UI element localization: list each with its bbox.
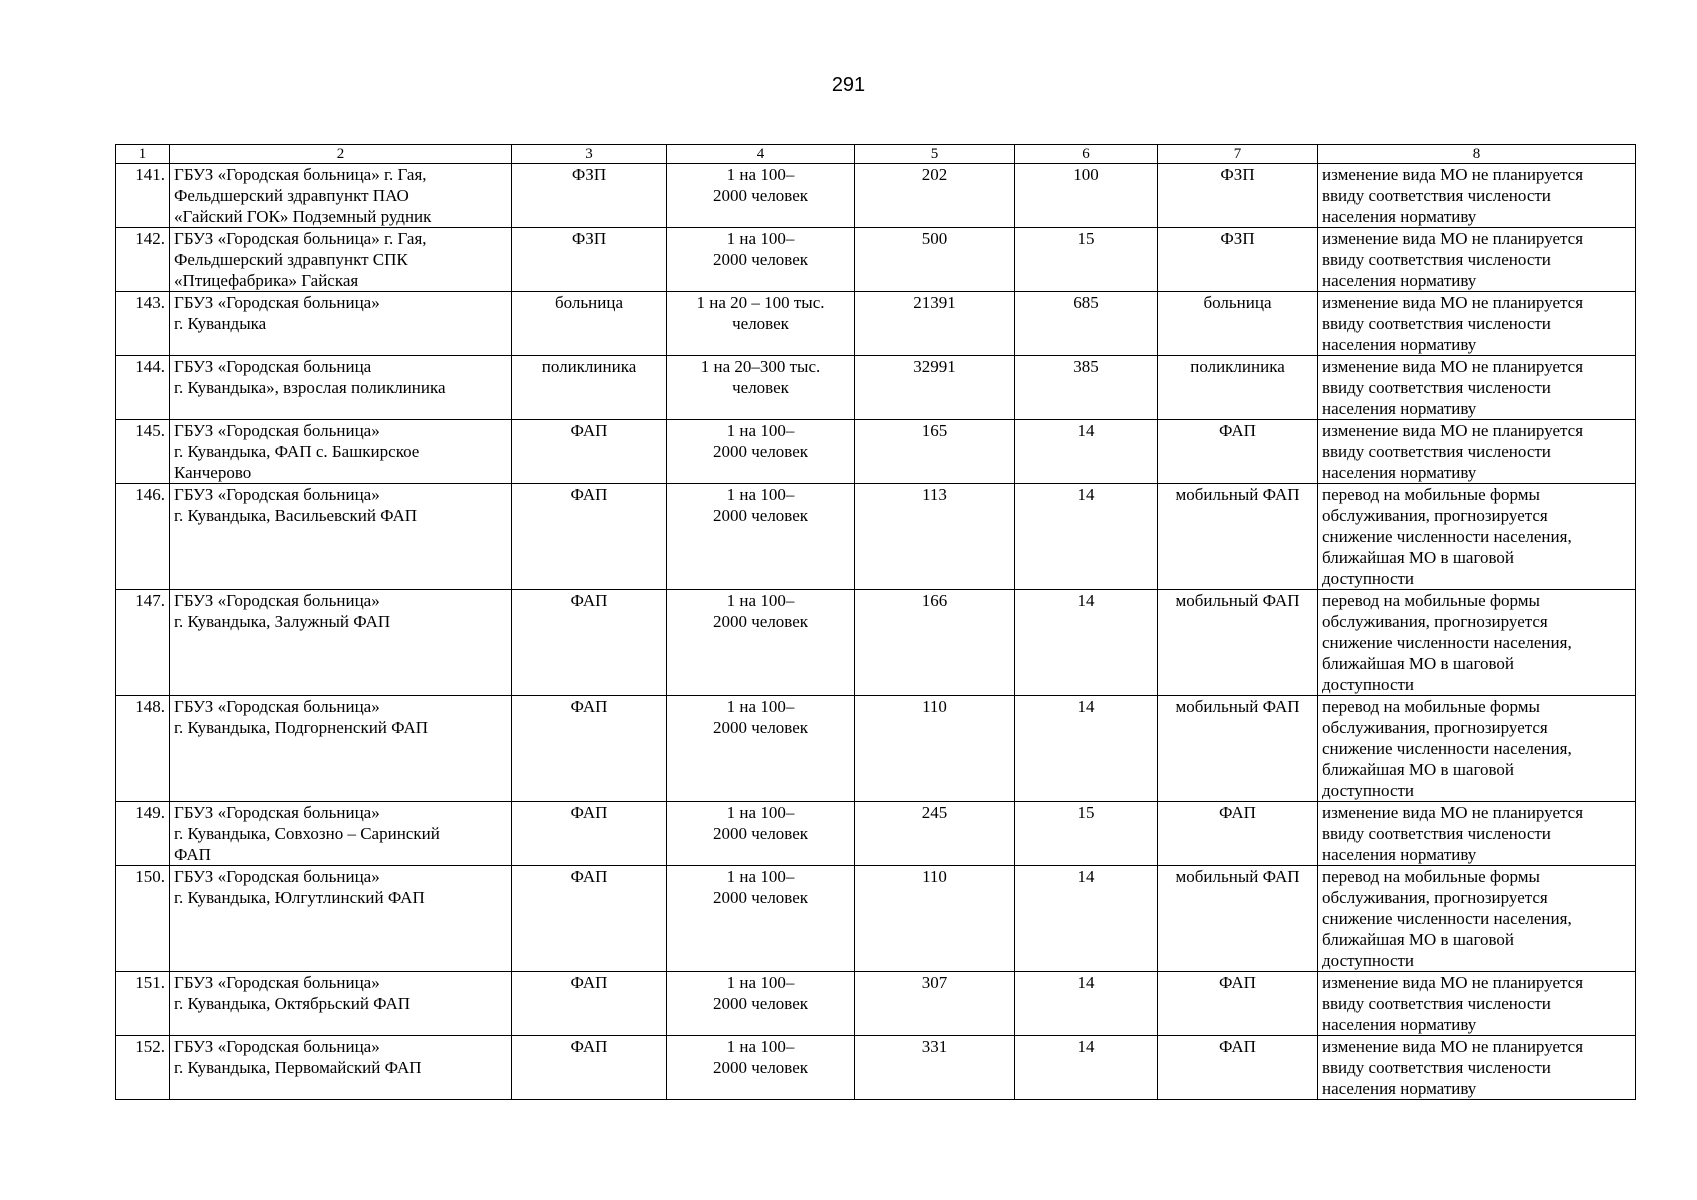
facility-name-line: г. Кувандыка, Васильевский ФАП (174, 506, 418, 525)
facility-name-line: ГБУЗ «Городская больница» г. Гая, (174, 165, 427, 184)
note-line: снижение численности населения, (1322, 633, 1572, 652)
distance-cell: 14 (1015, 696, 1158, 802)
note-line: перевод на мобильные формы (1322, 591, 1540, 610)
facility-name-cell (170, 164, 512, 228)
note-line: снижение численности населения, (1322, 909, 1572, 928)
planned-type-cell: мобильный ФАП (1158, 866, 1318, 972)
norm-line: 2000 человек (712, 994, 809, 1013)
facilities-table (115, 144, 1636, 1100)
table-body (116, 164, 1636, 1100)
note-line: изменение вида МО не планируется (1322, 421, 1584, 440)
facility-name-cell (170, 484, 512, 590)
note-line: изменение вида МО не планируется (1322, 229, 1584, 248)
note-line: ближайшая МО в шаговой (1322, 548, 1515, 567)
norm-cell (667, 164, 855, 228)
norm-cell (667, 356, 855, 420)
row-number-cell: 152. (116, 1036, 170, 1100)
distance-cell: 14 (1015, 420, 1158, 484)
note-line: доступности (1322, 675, 1415, 694)
facility-name-cell (170, 292, 512, 356)
facility-name-line: ГБУЗ «Городская больница» (174, 973, 380, 992)
facility-name-line: ГБУЗ «Городская больница» (174, 697, 380, 716)
planned-type-cell: больница (1158, 292, 1318, 356)
note-line: населения нормативу (1322, 335, 1477, 354)
norm-line: 2000 человек (712, 1058, 809, 1077)
note-line: изменение вида МО не планируется (1322, 357, 1584, 376)
facility-name-cell (170, 420, 512, 484)
table-row (116, 228, 1636, 292)
note-cell (1318, 1036, 1636, 1100)
planned-type-cell: мобильный ФАП (1158, 484, 1318, 590)
norm-cell (667, 420, 855, 484)
facility-type-cell: поликлиника (512, 356, 667, 420)
note-line: перевод на мобильные формы (1322, 485, 1540, 504)
distance-cell: 14 (1015, 866, 1158, 972)
norm-line: 2000 человек (712, 506, 809, 525)
norm-cell (667, 696, 855, 802)
facility-type-cell: ФАП (512, 1036, 667, 1100)
note-line: ввиду соответствия числености (1322, 442, 1551, 461)
facility-name-cell (170, 866, 512, 972)
note-cell (1318, 292, 1636, 356)
norm-line: 2000 человек (712, 186, 809, 205)
norm-line: 2000 человек (712, 442, 809, 461)
facility-type-cell: ФЗП (512, 164, 667, 228)
note-line: обслуживания, прогнозируется (1322, 718, 1548, 737)
population-cell: 166 (855, 590, 1015, 696)
facility-type-cell: ФАП (512, 802, 667, 866)
note-line: ввиду соответствия числености (1322, 1058, 1551, 1077)
facility-name-line: ГБУЗ «Городская больница (174, 357, 372, 376)
norm-line: 1 на 100– (726, 591, 795, 610)
population-cell: 307 (855, 972, 1015, 1036)
column-header: 3 (512, 145, 667, 164)
facility-name-cell (170, 590, 512, 696)
facility-name-cell (170, 1036, 512, 1100)
note-line: ближайшая МО в шаговой (1322, 654, 1515, 673)
planned-type-cell: ФАП (1158, 802, 1318, 866)
note-line: ближайшая МО в шаговой (1322, 930, 1515, 949)
note-line: обслуживания, прогнозируется (1322, 612, 1548, 631)
population-cell: 32991 (855, 356, 1015, 420)
facility-type-cell: ФАП (512, 866, 667, 972)
norm-line: 1 на 100– (726, 165, 795, 184)
planned-type-cell: мобильный ФАП (1158, 590, 1318, 696)
column-header: 5 (855, 145, 1015, 164)
population-cell: 202 (855, 164, 1015, 228)
note-line: ввиду соответствия числености (1322, 314, 1551, 333)
norm-line: 1 на 100– (726, 803, 795, 822)
population-cell: 113 (855, 484, 1015, 590)
column-header: 1 (116, 145, 170, 164)
norm-cell (667, 292, 855, 356)
row-number-cell: 146. (116, 484, 170, 590)
note-cell (1318, 164, 1636, 228)
norm-cell (667, 866, 855, 972)
facility-type-cell: ФАП (512, 696, 667, 802)
norm-line: 1 на 100– (726, 867, 795, 886)
note-line: перевод на мобильные формы (1322, 697, 1540, 716)
column-header: 7 (1158, 145, 1318, 164)
norm-line: 1 на 20 – 100 тыс. (696, 293, 825, 312)
facility-name-cell (170, 696, 512, 802)
planned-type-cell: мобильный ФАП (1158, 696, 1318, 802)
row-number-cell: 143. (116, 292, 170, 356)
facility-type-cell: ФАП (512, 420, 667, 484)
population-cell: 165 (855, 420, 1015, 484)
norm-line: человек (732, 378, 789, 397)
planned-type-cell: ФАП (1158, 1036, 1318, 1100)
row-number-cell: 151. (116, 972, 170, 1036)
norm-line: 1 на 100– (726, 485, 795, 504)
note-cell (1318, 356, 1636, 420)
note-line: ввиду соответствия числености (1322, 250, 1551, 269)
note-line: снижение численности населения, (1322, 527, 1572, 546)
norm-line: 2000 человек (712, 718, 809, 737)
note-cell (1318, 228, 1636, 292)
column-header: 2 (170, 145, 512, 164)
note-line: изменение вида МО не планируется (1322, 803, 1584, 822)
population-cell: 500 (855, 228, 1015, 292)
row-number-cell: 147. (116, 590, 170, 696)
distance-cell: 14 (1015, 972, 1158, 1036)
facility-name-line: ГБУЗ «Городская больница» (174, 293, 380, 312)
row-number-cell: 142. (116, 228, 170, 292)
table-row (116, 590, 1636, 696)
norm-line: человек (732, 314, 789, 333)
facility-name-line: г. Кувандыка, Юлгутлинский ФАП (174, 888, 425, 907)
note-line: ввиду соответствия числености (1322, 378, 1551, 397)
population-cell: 110 (855, 696, 1015, 802)
note-cell (1318, 802, 1636, 866)
facility-name-cell (170, 972, 512, 1036)
note-line: обслуживания, прогнозируется (1322, 506, 1548, 525)
note-line: населения нормативу (1322, 1079, 1477, 1098)
note-cell (1318, 420, 1636, 484)
norm-cell (667, 590, 855, 696)
row-number-cell: 148. (116, 696, 170, 802)
norm-cell (667, 972, 855, 1036)
norm-cell (667, 228, 855, 292)
row-number-cell: 141. (116, 164, 170, 228)
table-row (116, 292, 1636, 356)
column-header: 6 (1015, 145, 1158, 164)
row-number-cell: 149. (116, 802, 170, 866)
facility-name-cell (170, 356, 512, 420)
planned-type-cell: ФЗП (1158, 228, 1318, 292)
facility-type-cell: ФЗП (512, 228, 667, 292)
note-line: изменение вида МО не планируется (1322, 165, 1584, 184)
facility-name-line: «Гайский ГОК» Подземный рудник (174, 207, 432, 226)
note-line: населения нормативу (1322, 399, 1477, 418)
facility-name-line: Фельдшерский здравпункт СПК (174, 250, 408, 269)
population-cell: 21391 (855, 292, 1015, 356)
facility-name-line: ГБУЗ «Городская больница» (174, 485, 380, 504)
facility-name-line: ГБУЗ «Городская больница» (174, 591, 380, 610)
norm-line: 1 на 100– (726, 973, 795, 992)
distance-cell: 15 (1015, 802, 1158, 866)
facility-name-line: г. Кувандыка, Залужный ФАП (174, 612, 391, 631)
table-row (116, 802, 1636, 866)
norm-cell (667, 802, 855, 866)
facility-name-line: ФАП (174, 845, 211, 864)
distance-cell: 14 (1015, 484, 1158, 590)
note-line: населения нормативу (1322, 463, 1477, 482)
distance-cell: 385 (1015, 356, 1158, 420)
row-number-cell: 150. (116, 866, 170, 972)
distance-cell: 14 (1015, 1036, 1158, 1100)
facility-name-line: г. Кувандыка, ФАП с. Башкирское (174, 442, 420, 461)
facility-type-cell: ФАП (512, 972, 667, 1036)
distance-cell: 100 (1015, 164, 1158, 228)
note-line: перевод на мобильные формы (1322, 867, 1540, 886)
population-cell: 245 (855, 802, 1015, 866)
facility-name-cell (170, 228, 512, 292)
page-number: 291 (831, 74, 866, 96)
population-cell: 331 (855, 1036, 1015, 1100)
facility-type-cell: ФАП (512, 484, 667, 590)
planned-type-cell: ФАП (1158, 972, 1318, 1036)
norm-line: 1 на 100– (726, 697, 795, 716)
note-line: изменение вида МО не планируется (1322, 293, 1584, 312)
column-header: 4 (667, 145, 855, 164)
table-row (116, 164, 1636, 228)
column-header: 8 (1318, 145, 1636, 164)
norm-cell (667, 1036, 855, 1100)
planned-type-cell: ФАП (1158, 420, 1318, 484)
note-line: доступности (1322, 569, 1415, 588)
facility-type-cell: больница (512, 292, 667, 356)
facility-name-line: ГБУЗ «Городская больница» (174, 1037, 380, 1056)
note-line: населения нормативу (1322, 271, 1477, 290)
norm-line: 1 на 100– (726, 1037, 795, 1056)
note-cell (1318, 696, 1636, 802)
table-row (116, 696, 1636, 802)
column-number-row (116, 145, 1636, 164)
facility-name-line: г. Кувандыка», взрослая поликлиника (174, 378, 446, 397)
facility-name-line: г. Кувандыка, Совхозно – Саринский (174, 824, 440, 843)
facility-name-line: Фельдшерский здравпункт ПАО (174, 186, 409, 205)
norm-cell (667, 484, 855, 590)
note-line: доступности (1322, 951, 1415, 970)
note-line: доступности (1322, 781, 1415, 800)
population-cell: 110 (855, 866, 1015, 972)
planned-type-cell: ФЗП (1158, 164, 1318, 228)
note-cell (1318, 866, 1636, 972)
note-line: изменение вида МО не планируется (1322, 973, 1584, 992)
note-line: ввиду соответствия числености (1322, 994, 1551, 1013)
facility-name-line: ГБУЗ «Городская больница» г. Гая, (174, 229, 427, 248)
norm-line: 1 на 20–300 тыс. (700, 357, 821, 376)
facility-name-line: г. Кувандыка, Подгорненский ФАП (174, 718, 429, 737)
note-line: ближайшая МО в шаговой (1322, 760, 1515, 779)
norm-line: 2000 человек (712, 888, 809, 907)
table-row (116, 420, 1636, 484)
norm-line: 2000 человек (712, 612, 809, 631)
facility-name-line: г. Кувандыка, Октябрьский ФАП (174, 994, 411, 1013)
row-number-cell: 145. (116, 420, 170, 484)
facility-name-line: г. Кувандыка (174, 314, 267, 333)
table-row (116, 1036, 1636, 1100)
facility-name-line: ГБУЗ «Городская больница» (174, 867, 380, 886)
norm-line: 2000 человек (712, 250, 809, 269)
facility-name-line: «Птицефабрика» Гайская (174, 271, 359, 290)
norm-line: 1 на 100– (726, 421, 795, 440)
table-row (116, 484, 1636, 590)
norm-line: 1 на 100– (726, 229, 795, 248)
table-row (116, 356, 1636, 420)
distance-cell: 15 (1015, 228, 1158, 292)
distance-cell: 685 (1015, 292, 1158, 356)
facility-name-line: ГБУЗ «Городская больница» (174, 803, 380, 822)
facility-name-line: г. Кувандыка, Первомайский ФАП (174, 1058, 422, 1077)
distance-cell: 14 (1015, 590, 1158, 696)
norm-line: 2000 человек (712, 824, 809, 843)
note-line: снижение численности населения, (1322, 739, 1572, 758)
planned-type-cell: поликлиника (1158, 356, 1318, 420)
note-line: обслуживания, прогнозируется (1322, 888, 1548, 907)
facility-name-cell (170, 802, 512, 866)
note-line: населения нормативу (1322, 1015, 1477, 1034)
table-row (116, 972, 1636, 1036)
table-row (116, 866, 1636, 972)
facility-name-line: ГБУЗ «Городская больница» (174, 421, 380, 440)
row-number-cell: 144. (116, 356, 170, 420)
facility-type-cell: ФАП (512, 590, 667, 696)
note-line: населения нормативу (1322, 207, 1477, 226)
note-cell (1318, 972, 1636, 1036)
note-cell (1318, 484, 1636, 590)
note-line: ввиду соответствия числености (1322, 824, 1551, 843)
note-line: ввиду соответствия числености (1322, 186, 1551, 205)
facility-name-line: Канчерово (174, 463, 252, 482)
note-line: населения нормативу (1322, 845, 1477, 864)
note-line: изменение вида МО не планируется (1322, 1037, 1584, 1056)
note-cell (1318, 590, 1636, 696)
